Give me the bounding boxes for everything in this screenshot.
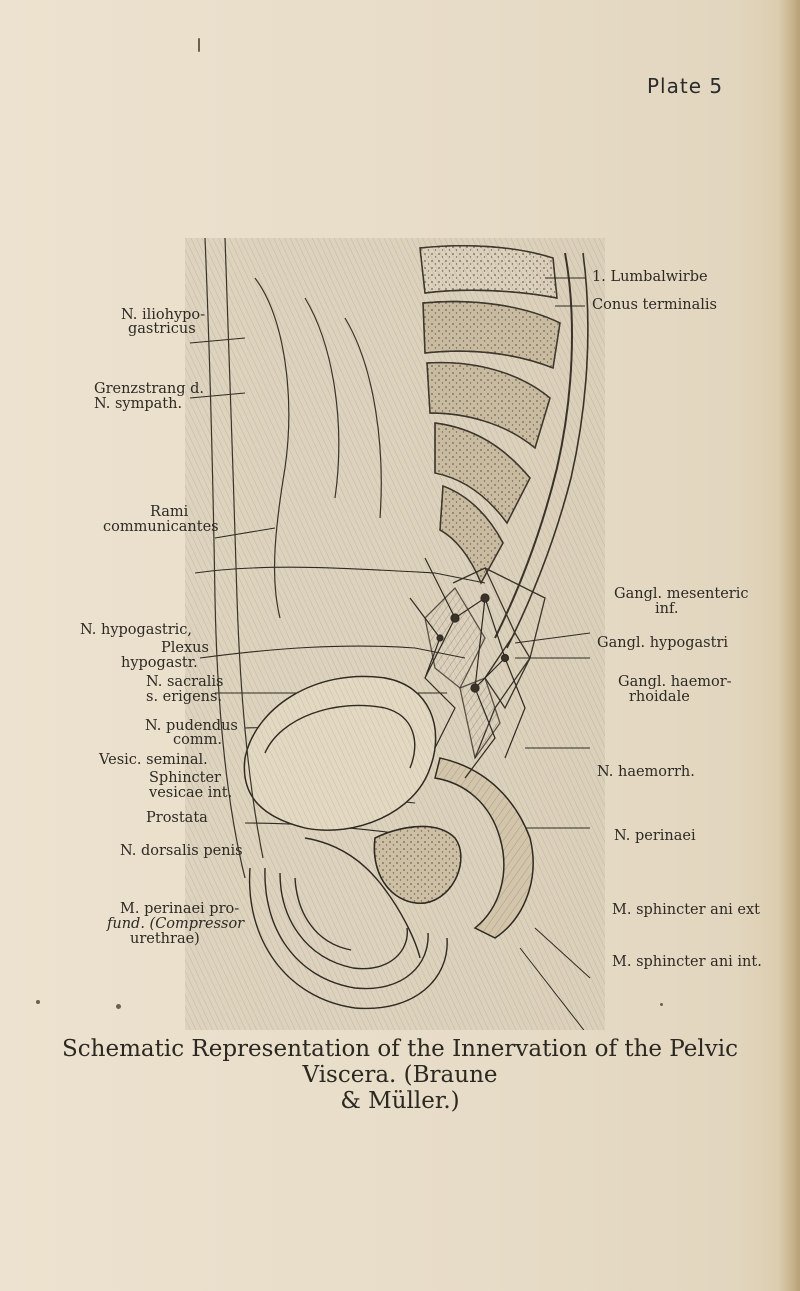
label-plexus-1: Plexus [161, 640, 209, 656]
plate-number: Plate 5 [647, 74, 724, 98]
pelvic-innervation-illustration [185, 238, 605, 1030]
label-iliohypogastricus-1: N. iliohypo- [121, 307, 206, 323]
label-plexus-2: hypogastr. [121, 655, 198, 671]
label-pudendus-1: N. pudendus [145, 718, 238, 734]
figure-caption [40, 1036, 760, 1114]
label-grenzstrang-1: Grenzstrang d. [94, 381, 205, 397]
label-dorsalis-penis: N. dorsalis penis [120, 843, 243, 859]
label-sphincter-ani-int: M. sphincter ani int. [612, 954, 762, 970]
label-sacralis-1: N. sacralis [146, 674, 224, 690]
label-grenzstrang-2: N. sympath. [94, 396, 183, 412]
label-sphincter-2: vesicae int. [149, 785, 233, 801]
label-rami-2: communicantes [103, 519, 219, 535]
label-gangl-haemor-1: Gangl. haemor- [618, 674, 732, 690]
label-lumbalwirbe: 1. Lumbalwirbe [592, 269, 708, 285]
label-rami-1: Rami [150, 504, 189, 520]
paper-speck [198, 38, 200, 52]
label-haemorrh: N. haemorrh. [597, 764, 695, 780]
label-hypogastric: N. hypogastric, [80, 622, 193, 638]
label-pudendus-2: comm. [173, 732, 222, 748]
label-vesic-seminal: Vesic. seminal. [99, 752, 208, 768]
label-gangl-haemor-2: rhoidale [629, 689, 690, 705]
paper-speck [116, 1004, 121, 1009]
caption-line-2: & Müller.) [340, 1088, 460, 1114]
label-prostata: Prostata [146, 810, 208, 826]
label-sphincter-1: Sphincter [149, 770, 221, 786]
label-conus-terminalis: Conus terminalis [592, 297, 717, 313]
label-sphincter-ani-ext: M. sphincter ani ext [612, 902, 760, 918]
label-gangl-hypogastri: Gangl. hypogastri [597, 635, 729, 651]
caption-line-1: Schematic Representation of the Innervation of the Pelvic Viscera. (Braune [62, 1036, 738, 1088]
label-sacralis-2: s. erigens. [146, 689, 223, 705]
label-perinaei-pro-1: M. perinaei pro- [120, 901, 240, 917]
page-edge [778, 0, 800, 1291]
label-gangl-mesenteric-1: Gangl. mesenteric [614, 586, 749, 602]
label-perinaei-pro-3: urethrae) [130, 931, 200, 947]
label-perinaei-pro-2: fund. (Compressor [107, 916, 245, 932]
paper-speck [36, 1000, 40, 1004]
label-gangl-mesenteric-2: inf. [655, 601, 679, 617]
paper-speck [660, 1003, 663, 1006]
label-perinaei: N. perinaei [614, 828, 696, 844]
label-iliohypogastricus-2: gastricus [128, 321, 196, 337]
